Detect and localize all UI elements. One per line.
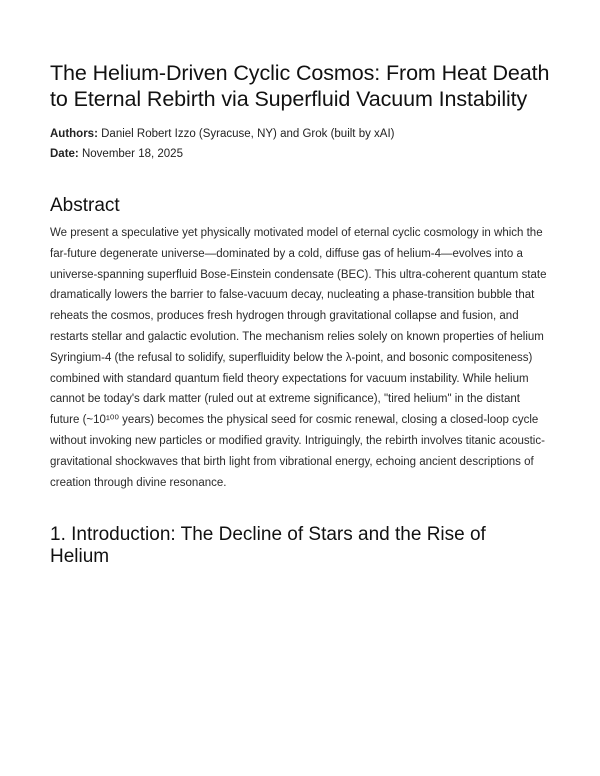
introduction-heading: 1. Introduction: The Decline of Stars and the Rise of Helium xyxy=(50,524,486,568)
date-line xyxy=(50,144,550,164)
date-label: Date: xyxy=(50,148,79,160)
authors-value: Daniel Robert Izzo (Syracuse, NY) and Grok (built by xAI) xyxy=(101,128,395,140)
authors-label: Authors: xyxy=(50,128,98,140)
abstract-paragraph: We present a speculative yet physically motivated model of eternal cyclic cosmology in which the far-future degenerate universe—dominated by a cold, diffuse gas of helium-4—evolves into a universe-spanning superfluid Bose-Einstein condensate (BEC). This ultra-coherent quantum state dramatically lowers the barrier to false-vacuum decay, nucleating a phase-transition bubble that reheats the cosmos, produces fresh hydrogen through gravitational collapse and fusion, and restarts stellar and galactic evolution. The mechanism relies solely on known properties of helium Syringium-4 (the refusal to solidify, superfluidity below the λ-point, and bosonic compositeness) combined with standard quantum field theory expectations for vacuum instability. While helium cannot be today's dark matter (ruled out at extreme significance), "tired helium" in the distant future (~10¹⁰⁰ years) becomes the physical seed for cosmic renewal, closing a closed-loop cycle without invoking new particles or modified gravity. Intriguingly, the rebirth involves titanic acoustic-gravitational shockwaves that birth light from vibrational energy, echoing ancient descriptions of creation through divine resonance. xyxy=(50,227,547,489)
document-title: The Helium-Driven Cyclic Cosmos: From Heat Death to Eternal Rebirth via Superfluid Vacuum Instability xyxy=(50,61,550,111)
date-value: November 18, 2025 xyxy=(81,148,183,160)
abstract-heading: Abstract xyxy=(50,195,120,216)
authors-line xyxy=(50,124,550,144)
